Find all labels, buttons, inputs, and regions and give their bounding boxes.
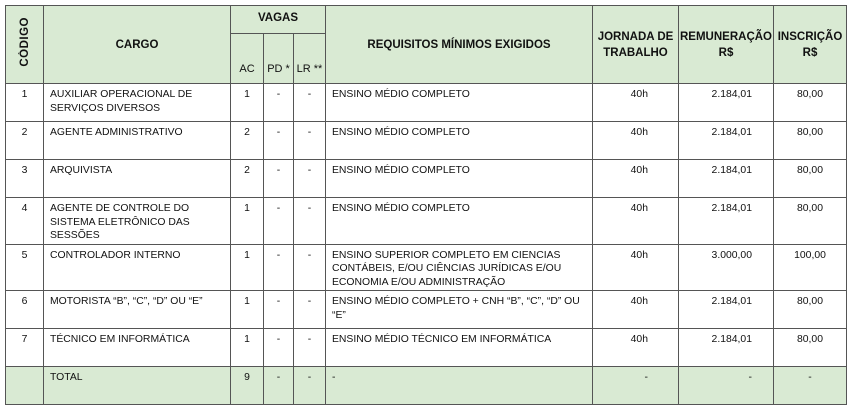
cell-codigo: 6 bbox=[6, 291, 44, 329]
header-jornada-line1: JORNADA DE bbox=[597, 30, 674, 43]
cell-pd: - bbox=[264, 244, 294, 291]
cell-requisitos: ENSINO MÉDIO COMPLETO + CNH “B”, “C”, “D” OU “E” bbox=[326, 291, 593, 329]
cell-requisitos: ENSINO SUPERIOR COMPLETO EM CIENCIAS CONTÁBEIS, E/OU CIÊNCIAS JURÍDICAS E/OU ECONOMIA E/OU ADMINISTRAÇÃO bbox=[326, 244, 593, 291]
header-remuneracao bbox=[679, 6, 774, 84]
header-row-top bbox=[6, 6, 847, 34]
cell-total-pd: - bbox=[264, 367, 294, 405]
cell-lr: - bbox=[294, 244, 326, 291]
header-lr: LR ** bbox=[294, 34, 326, 84]
cell-pd: - bbox=[264, 329, 294, 367]
cell-total-ac: 9 bbox=[231, 367, 264, 405]
cell-lr: - bbox=[294, 291, 326, 329]
cell-ac: 1 bbox=[231, 329, 264, 367]
cell-pd: - bbox=[264, 122, 294, 160]
table-row bbox=[6, 160, 847, 198]
cell-total-remuneracao: - bbox=[679, 367, 774, 405]
header-remuneracao-line2: R$ bbox=[718, 46, 734, 59]
cell-requisitos: ENSINO MÉDIO COMPLETO bbox=[326, 160, 593, 198]
cell-cargo: ARQUIVISTA bbox=[44, 160, 231, 198]
header-codigo-label: CÓDIGO bbox=[18, 17, 31, 67]
cell-ac: 1 bbox=[231, 84, 264, 122]
cell-cargo: AGENTE DE CONTROLE DO SISTEMA ELETRÔNICO DAS SESSÕES bbox=[44, 198, 231, 245]
cell-cargo: AUXILIAR OPERACIONAL DE SERVIÇOS DIVERSOS bbox=[44, 84, 231, 122]
header-jornada bbox=[593, 6, 679, 84]
cell-ac: 2 bbox=[231, 122, 264, 160]
cell-inscricao: 80,00 bbox=[774, 291, 847, 329]
cell-inscricao: 80,00 bbox=[774, 160, 847, 198]
cell-total-lr: - bbox=[294, 367, 326, 405]
cell-requisitos: ENSINO MÉDIO TÉCNICO EM INFORMÁTICA bbox=[326, 329, 593, 367]
cell-remuneracao: 2.184,01 bbox=[679, 160, 774, 198]
cell-remuneracao: 2.184,01 bbox=[679, 84, 774, 122]
cell-codigo: 4 bbox=[6, 198, 44, 245]
cell-pd: - bbox=[264, 291, 294, 329]
cell-codigo: 3 bbox=[6, 160, 44, 198]
cell-remuneracao: 2.184,01 bbox=[679, 198, 774, 245]
cell-pd: - bbox=[264, 84, 294, 122]
cell-inscricao: 80,00 bbox=[774, 329, 847, 367]
cell-cargo: TÉCNICO EM INFORMÁTICA bbox=[44, 329, 231, 367]
cell-remuneracao: 2.184,01 bbox=[679, 122, 774, 160]
cell-total-codigo bbox=[6, 367, 44, 405]
cell-remuneracao: 3.000,00 bbox=[679, 244, 774, 291]
cell-codigo: 1 bbox=[6, 84, 44, 122]
header-ac: AC bbox=[231, 34, 264, 84]
cell-total-label: TOTAL bbox=[44, 367, 231, 405]
cell-total-inscricao: - bbox=[774, 367, 847, 405]
cell-inscricao: 100,00 bbox=[774, 244, 847, 291]
cell-requisitos: ENSINO MÉDIO COMPLETO bbox=[326, 122, 593, 160]
cell-cargo: CONTROLADOR INTERNO bbox=[44, 244, 231, 291]
header-pd: PD * bbox=[264, 34, 294, 84]
cell-ac: 1 bbox=[231, 291, 264, 329]
header-vagas: VAGAS bbox=[231, 6, 326, 34]
table-row bbox=[6, 291, 847, 329]
cell-total-jornada: - bbox=[593, 367, 679, 405]
header-remuneracao-line1: REMUNERAÇÃO bbox=[680, 30, 772, 43]
cell-jornada: 40h bbox=[593, 244, 679, 291]
cell-pd: - bbox=[264, 198, 294, 245]
cell-ac: 1 bbox=[231, 244, 264, 291]
cell-jornada: 40h bbox=[593, 329, 679, 367]
positions-table-wrapper bbox=[5, 5, 847, 405]
table-row bbox=[6, 329, 847, 367]
cell-ac: 2 bbox=[231, 160, 264, 198]
total-row bbox=[6, 367, 847, 405]
cell-ac: 1 bbox=[231, 198, 264, 245]
cell-jornada: 40h bbox=[593, 291, 679, 329]
header-inscricao-line1: INSCRIÇÃO bbox=[777, 30, 843, 43]
cell-remuneracao: 2.184,01 bbox=[679, 291, 774, 329]
cell-codigo: 2 bbox=[6, 122, 44, 160]
cell-remuneracao: 2.184,01 bbox=[679, 329, 774, 367]
table-row bbox=[6, 198, 847, 245]
cell-jornada: 40h bbox=[593, 160, 679, 198]
cell-jornada: 40h bbox=[593, 198, 679, 245]
cell-requisitos: ENSINO MÉDIO COMPLETO bbox=[326, 84, 593, 122]
cell-jornada: 40h bbox=[593, 84, 679, 122]
cell-cargo: AGENTE ADMINISTRATIVO bbox=[44, 122, 231, 160]
cell-lr: - bbox=[294, 160, 326, 198]
cell-inscricao: 80,00 bbox=[774, 84, 847, 122]
cell-codigo: 5 bbox=[6, 244, 44, 291]
header-inscricao bbox=[774, 6, 847, 84]
header-cargo: CARGO bbox=[44, 6, 231, 84]
cell-pd: - bbox=[264, 160, 294, 198]
header-jornada-line2: TRABALHO bbox=[603, 46, 668, 59]
cell-inscricao: 80,00 bbox=[774, 198, 847, 245]
header-codigo bbox=[6, 6, 44, 84]
header-inscricao-line2: R$ bbox=[802, 46, 818, 59]
header-requisitos: REQUISITOS MÍNIMOS EXIGIDOS bbox=[326, 6, 593, 84]
cell-codigo: 7 bbox=[6, 329, 44, 367]
cell-requisitos: ENSINO MÉDIO COMPLETO bbox=[326, 198, 593, 245]
cell-lr: - bbox=[294, 84, 326, 122]
cell-total-requisitos: - bbox=[326, 367, 593, 405]
cell-lr: - bbox=[294, 198, 326, 245]
cell-lr: - bbox=[294, 122, 326, 160]
table-row bbox=[6, 122, 847, 160]
cell-lr: - bbox=[294, 329, 326, 367]
positions-table bbox=[5, 5, 847, 405]
cell-jornada: 40h bbox=[593, 122, 679, 160]
table-row bbox=[6, 244, 847, 291]
table-row bbox=[6, 84, 847, 122]
cell-cargo: MOTORISTA “B”, “C”, “D” OU “E” bbox=[44, 291, 231, 329]
cell-inscricao: 80,00 bbox=[774, 122, 847, 160]
